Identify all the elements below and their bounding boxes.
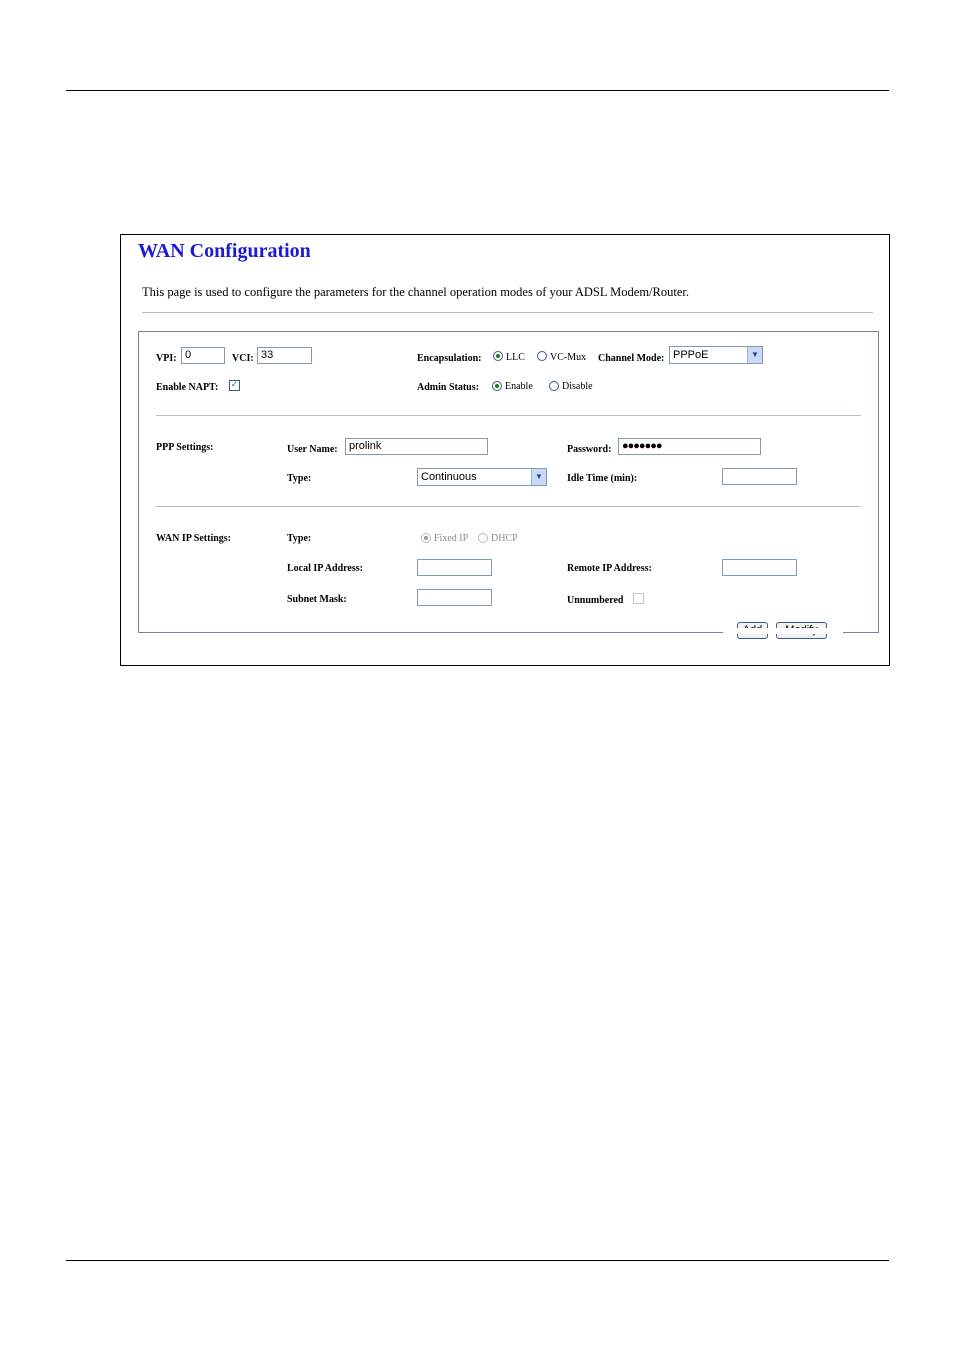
ppp-username-label: User Name: xyxy=(287,444,338,455)
wanip-dhcp-label: DHCP xyxy=(491,533,518,544)
napt-label: Enable NAPT: xyxy=(156,382,219,393)
admin-disable-radio[interactable] xyxy=(549,381,559,391)
page-description: This page is used to configure the parameters for the channel operation modes of your ADSL Modem/Router. xyxy=(142,285,689,299)
footer-rule xyxy=(66,1260,889,1261)
wan-config-screenshot xyxy=(120,234,890,666)
encapsulation-label: Encapsulation: xyxy=(417,353,482,364)
napt-checkbox[interactable]: ✓ xyxy=(230,380,239,390)
encapsulation-vcmux-label: VC-Mux xyxy=(550,352,587,363)
vpi-label: VPI: xyxy=(156,353,177,364)
vci-input[interactable]: 33 xyxy=(257,347,312,364)
vci-label: VCI: xyxy=(232,353,254,364)
ppp-username-input[interactable]: prolink xyxy=(345,438,488,455)
vpi-input[interactable]: 0 xyxy=(181,347,225,364)
header-rule xyxy=(66,90,889,91)
wanip-fixed-radio[interactable] xyxy=(421,533,431,543)
encapsulation-vcmux-radio[interactable] xyxy=(537,351,547,361)
channel-mode-value: PPPoE xyxy=(673,349,709,361)
section-divider xyxy=(156,415,861,416)
page-title: WAN Configuration xyxy=(138,240,311,262)
ppp-type-label: Type: xyxy=(287,473,312,484)
wanip-fixed-label: Fixed IP xyxy=(434,533,469,544)
wanip-type-label: Type: xyxy=(287,533,312,544)
admin-disable-label: Disable xyxy=(562,381,593,392)
ppp-section-label: PPP Settings: xyxy=(156,442,214,453)
admin-enable-label: Enable xyxy=(505,381,533,392)
unnumbered-label: Unnumbered xyxy=(567,595,624,606)
title-divider xyxy=(142,312,873,313)
channel-mode-label: Channel Mode: xyxy=(598,353,665,364)
ppp-idle-input[interactable] xyxy=(722,468,797,485)
remote-ip-input[interactable] xyxy=(722,559,797,576)
wanip-section-label: WAN IP Settings: xyxy=(156,533,232,544)
ppp-password-input[interactable]: ●●●●●●● xyxy=(618,438,761,455)
local-ip-label: Local IP Address: xyxy=(287,563,363,574)
unnumbered-checkbox[interactable] xyxy=(633,593,644,604)
wanip-dhcp-radio[interactable] xyxy=(478,533,488,543)
ppp-type-select[interactable] xyxy=(417,468,547,486)
chevron-down-icon[interactable]: ▼ xyxy=(747,347,762,363)
ppp-password-label: Password: xyxy=(567,444,612,455)
remote-ip-label: Remote IP Address: xyxy=(567,563,652,574)
channel-mode-select[interactable] xyxy=(669,346,763,364)
wan-fieldset xyxy=(138,331,879,633)
admin-status-label: Admin Status: xyxy=(417,382,479,393)
subnet-mask-label: Subnet Mask: xyxy=(287,594,347,605)
chevron-down-icon[interactable]: ▼ xyxy=(531,469,546,485)
section-divider xyxy=(156,506,861,507)
local-ip-input[interactable] xyxy=(417,559,492,576)
encapsulation-llc-radio[interactable] xyxy=(493,351,503,361)
ppp-type-value: Continuous xyxy=(421,471,477,483)
subnet-mask-input[interactable] xyxy=(417,589,492,606)
admin-enable-radio[interactable] xyxy=(492,381,502,391)
ppp-idle-label: Idle Time (min): xyxy=(567,473,638,484)
button-border-gap xyxy=(723,628,843,634)
encapsulation-llc-label: LLC xyxy=(506,352,525,363)
